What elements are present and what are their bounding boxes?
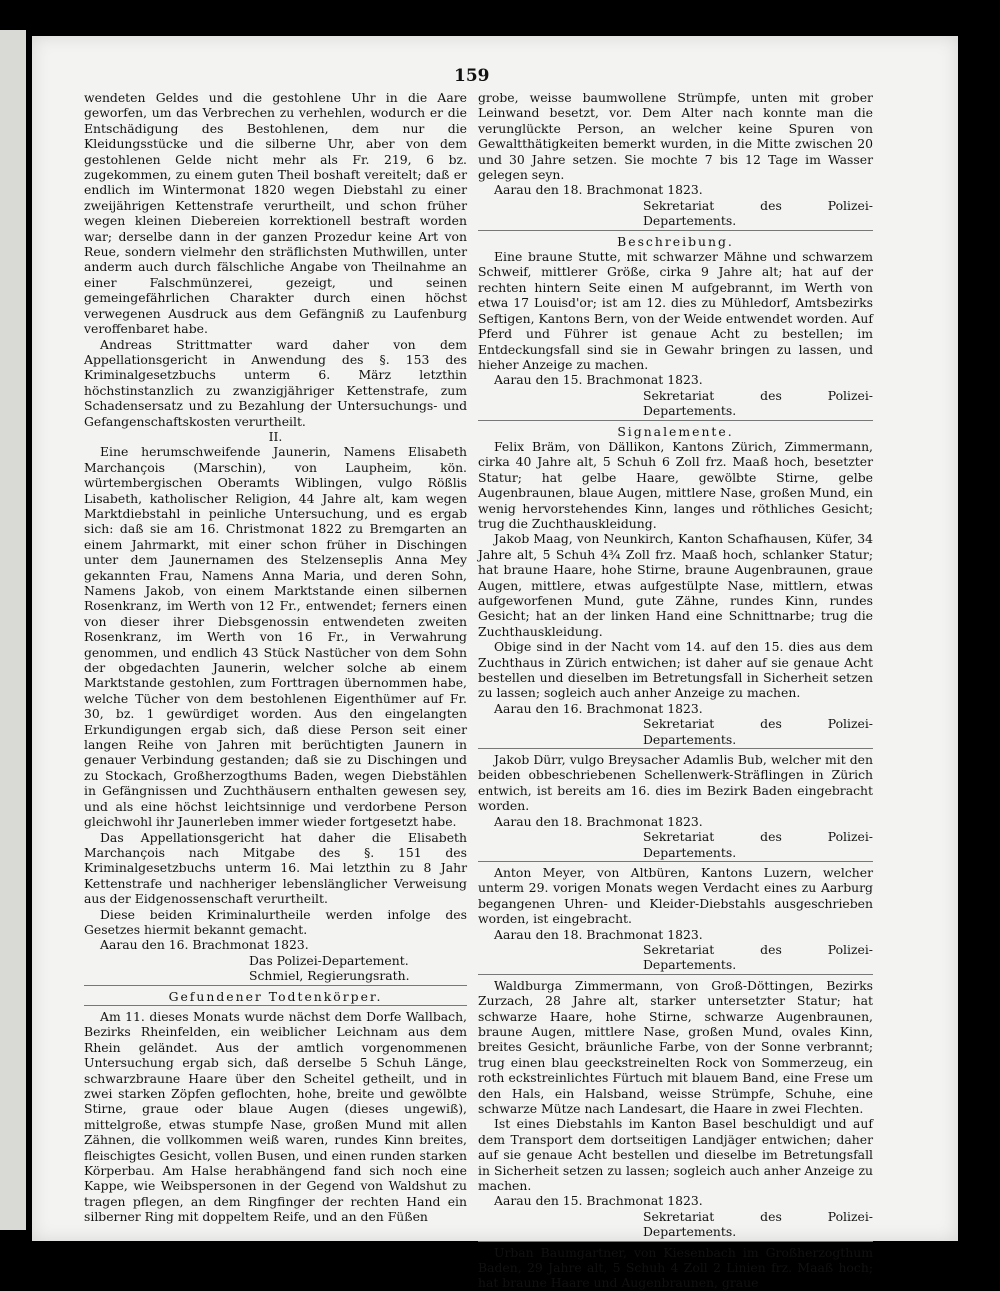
dateline: Aarau den 15. Brachmonat 1823.: [494, 372, 703, 388]
signature-secretariat: Sekretariat des Polizei-Departements.: [643, 941, 873, 973]
paragraph: Felix Bräm, von Dällikon, Kantons Zürich, Zimmermann, cirka 40 Jahre alt, 5 Schuh 6 Zoll frz. Maaß hoch, besetzter Statur; hat gelbe Haare, gewölbte Stirne, gelbe Augenbraunen, blaue Augen, mittlere Nase, großen Mund, ein wenig hervorstehendes Kinn, langes und röthliches Gesicht; trug die Zuchthauskleidung.: [478, 438, 873, 531]
paragraph: Diese beiden Kriminalurtheile werden infolge des Gesetzes hiermit bekannt gemacht.: [84, 906, 467, 937]
section-divider: [478, 861, 873, 862]
left-column: [84, 90, 467, 1225]
paragraph: Andreas Strittmatter ward daher von dem Appellationsgericht in Anwendung des §. 153 des Kriminalgesetzbuchs unterm 6. März letzthin höchstinstanzlich zu zwanzigjähriger Kettenstrafe, zum Schadensersatz und zu Bezahlung der Untersuchungs- und Gefangenschaftskosten verurtheilt.: [84, 336, 467, 429]
signature-secretariat: Sekretariat des Polizei-Departements.: [643, 387, 873, 419]
section-divider: [478, 974, 873, 975]
signature-secretariat: Sekretariat des Polizei-Departements.: [643, 197, 873, 229]
dateline: Aarau den 18. Brachmonat 1823.: [494, 813, 703, 829]
dateline: Aarau den 18. Brachmonat 1823.: [494, 926, 703, 942]
section-divider: [84, 985, 467, 986]
section-numeral: II.: [268, 428, 283, 444]
section-heading: Gefundener Todtenkörper.: [168, 988, 383, 1004]
signature-department: Das Polizei-Departement.: [249, 952, 409, 968]
previous-page-edge: [0, 30, 26, 1230]
section-divider: [478, 1241, 873, 1242]
paragraph: Das Appellationsgericht hat daher die Elisabeth Marchançois nach Mitgabe des §. 151 des Kriminalgesetzbuchs unterm 16. Mai letzthin zu 8 Jahr Kettenstrafe und nachheriger lebenslänglicher Verweisung aus der Eidgenossenschaft verurtheilt.: [84, 829, 467, 907]
right-column: [478, 90, 873, 1291]
section-divider: [478, 230, 873, 231]
paragraph: Jakob Dürr, vulgo Breysacher Adamlis Bub, welcher mit den beiden obbeschriebenen Schellenwerk-Sträflingen in Zürich entwich, ist bereits am 16. dies im Bezirk Baden eingebracht worden.: [478, 752, 873, 814]
section-heading: Beschreibung.: [617, 233, 734, 249]
dateline: Aarau den 16. Brachmonat 1823.: [100, 937, 309, 953]
dateline: Aarau den 16. Brachmonat 1823.: [494, 700, 703, 716]
page-number: 159: [454, 66, 490, 86]
paragraph: Eine braune Stutte, mit schwarzer Mähne und schwarzem Schweif, mittlerer Größe, cirka 9 Jahre alt; hat auf der rechten hintern Seite einen M aufgebrannt, im Werth von etwa 17 Louisd'or; ist am 12. dies zu Mühledorf, Amtsbezirks Seftigen, Kantons Bern, von der Weide entwendet worden. Auf Pferd und Führer ist genaue Acht zu bestellen; im Entdeckungsfall sind sie in Gewahr bringen zu lassen, und hieher Anzeige zu machen.: [478, 249, 873, 372]
section-divider: [478, 420, 873, 421]
paragraph: Anton Meyer, von Altbüren, Kantons Luzern, welcher unterm 29. vorigen Monats wegen Verdacht eines zu Aarburg begangenen Uhren- und Kleider-Diebstahls ausgeschrieben worden, ist eingebracht.: [478, 864, 873, 927]
signature-name: Schmiel, Regierungsrath.: [249, 968, 410, 984]
dateline: Aarau den 18. Brachmonat 1823.: [494, 182, 703, 198]
paragraph: Am 11. dieses Monats wurde nächst dem Dorfe Wallbach, Bezirks Rheinfelden, ein weiblicher Leichnam aus dem Rhein geländet. Aus der amtlich vorgenommenen Untersuchung ergab sich, daß derselbe 5 Schuh Länge, schwarzbraune Haare über den Scheitel getheilt, und in zwei starken Zöpfen geflochten, hohe, breite und gewölbte Stirne, graue oder blaue Augen (dieses ungewiß), mittelgroße, etwas stumpfe Nase, großen Mund mit allen Zähnen, die vollkommen weiß waren, rundes Kinn breites, fleischigtes Gesicht, vollen Busen, und einen runden starken Körperbau. Am Halse herabhängend fand sich noch eine Kappe, wie Weibspersonen in der Gegend von Waldshut zu tragen pflegen, an dem Ringfinger der rechten Hand ein silberner Ring mit doppeltem Reife, und an den Füßen: [84, 1008, 467, 1225]
signature-secretariat: Sekretariat des Polizei-Departements.: [643, 1208, 873, 1240]
paragraph: Eine herumschweifende Jaunerin, Namens Elisabeth Marchançois (Marschin), von Laupheim, kön. würtembergischen Oberamts Wiblingen, vulgo Rößlis Lisabeth, katholischer Religion, 44 Jahre alt, kam wegen Marktdiebstahl in peinliche Untersuchung, und es ergab sich: daß sie am 16. Christmonat 1822 zu Bremgarten an einem Jahrmarkt, mit einer schon früher in Dischingen unter dem Jaunernamen des Stelzenseplis Anna Mey gekannten Frau, Namens Anna Maria, und deren Sohn, Namens Jakob, von einem Marktstande einen silbernen Rosenkranz, im Werth von 12 Fr., entwendet; ferners einen von dieser ihrer Diebsgenossin entwendeten zweiten Rosenkranz, im Werth von 16 Fr., in Verwahrung genommen, und endlich 43 Stück Nastücher von dem Sohn der obgedachten Jaunerin, welcher solche ab einem Marktstande gestohlen, zum Forttragen übernommen habe, welche Tücher von dem bestohlenen Eigenthümer auf Fr. 30, bz. 1 gewürdiget worden. Aus den eingelangten Erkundigungen ergab sich, daß diese Person seit einer langen Reihe von Jahren mit berüchtigten Jaunern in genauer Verbindung gestanden; daß sie zu Dischingen und zu Stockach, Großherzogthums Baden, wegen Diebstählen in Gefängnissen und Zuchthäusern enthalten gewesen sey, und als eine höchst leichtsinnige und verdorbene Person gleichwohl ihr Jaunerleben immer wieder fortgesetzt habe.: [84, 444, 467, 830]
section-divider: [84, 1005, 467, 1006]
paragraph: Obige sind in der Nacht vom 14. auf den 15. dies aus dem Zuchthaus in Zürich entwichen; ist daher auf sie genaue Acht bestellen und dieselben im Betretungsfall in Sicherheit setzen zu lassen; sogleich auch anher Anzeige zu machen.: [478, 639, 873, 701]
paragraph: Jakob Maag, von Neunkirch, Kanton Schafhausen, Küfer, 34 Jahre alt, 5 Schuh 4¾ Zoll frz. Maaß hoch, schlanker Statur; hat braune Haare, hohe Stirne, braune Augenbraunen, graue Augen, mittlere, etwas aufgestülpte Nase, mittlern, etwas aufgeworfenen Mund, gute Zähne, rundes Kinn, rundes Gesicht; hat an der linken Hand eine Schnittnarbe; trug die Zuchthauskleidung.: [478, 531, 873, 639]
paragraph: Waldburga Zimmermann, von Groß-Döttingen, Bezirks Zurzach, 28 Jahre alt, starker untersetzter Statur; hat schwarze Haare, hohe Stirne, schwarze Augenbraunen, braune Augen, mittlere Nase, großen Mund, ovales Kinn, breites Gesicht, bräunliche Farbe, von der Sonne verbrannt; trug einen blau geeckstreinelten Rock von Sommerzeug, ein roth eckstreinlichtes Fürtuch mit blauem Band, eine Frese um den Hals, ein Halsband, weisse Strümpfe, Schuhe, eine schwarze Mütze nach Landesart, die Haare in zwei Flechten.: [478, 977, 873, 1116]
paragraph: Urban Baumgartner, von Kiesenbach im Großherzogthum Baden, 29 Jahre alt, 5 Schuh 4 Zoll 2 Linien frz. Maaß hoch; hat braune Haare und Augenbraunen, graue: [478, 1244, 873, 1291]
paragraph: grobe, weisse baumwollene Strümpfe, unten mit grober Leinwand besetzt, vor. Dem Alter nach konnte man die verunglückte Person, an welcher keine Spuren von Gewaltthätigkeiten bemerkt wurden, in die Mitte zwischen 20 und 30 Jahre setzen. Sie mochte 7 bis 12 Tage im Wasser gelegen seyn.: [478, 90, 873, 183]
signature-secretariat: Sekretariat des Polizei-Departements.: [643, 716, 873, 747]
paragraph: wendeten Geldes und die gestohlene Uhr in die Aare geworfen, um das Verbrechen zu verhehlen, wodurch er die Entschädigung des Bestohlenen, dem nur die Kleidungsstücke und die silberne Uhr, aber von dem gestohlenen Gelde nicht mehr als Fr. 219, 6 bz. zugekommen, zu einem guten Theil boshaft vereitelt; daß er endlich im Wintermonat 1820 wegen Diebstahl zu einer zweijährigen Kettenstrafe verurtheilt, und schon früher wegen kleinen Diebereien korrektionell bestraft worden war; derselbe dann in der ganzen Prozedur keine Art von Reue, sondern vielmehr den sträflichsten Muthwillen, unter anderm auch durch fälschliche Angabe von Theilnahme an einer Falschmünzerei, gezeigt, und seinen gemeingefährlichen Charakter durch einen höchst verwegenen Ausdruck aus dem Gefängniß zu Laufenburg veroffenbaret habe.: [84, 90, 467, 337]
paragraph: Ist eines Diebstahls im Kanton Basel beschuldigt und auf dem Transport dem dortseitigen Landjäger entwichen; daher auf sie genaue Acht bestellen und dieselbe im Betretungsfall in Sicherheit setzen zu lassen; sogleich auch anher Anzeige zu machen.: [478, 1116, 873, 1194]
section-divider: [478, 748, 873, 749]
document-page: [32, 36, 958, 1291]
signature-secretariat: Sekretariat des Polizei-Departements.: [643, 829, 873, 860]
dateline: Aarau den 15. Brachmonat 1823.: [494, 1193, 703, 1209]
section-heading: Signalemente.: [617, 423, 734, 439]
